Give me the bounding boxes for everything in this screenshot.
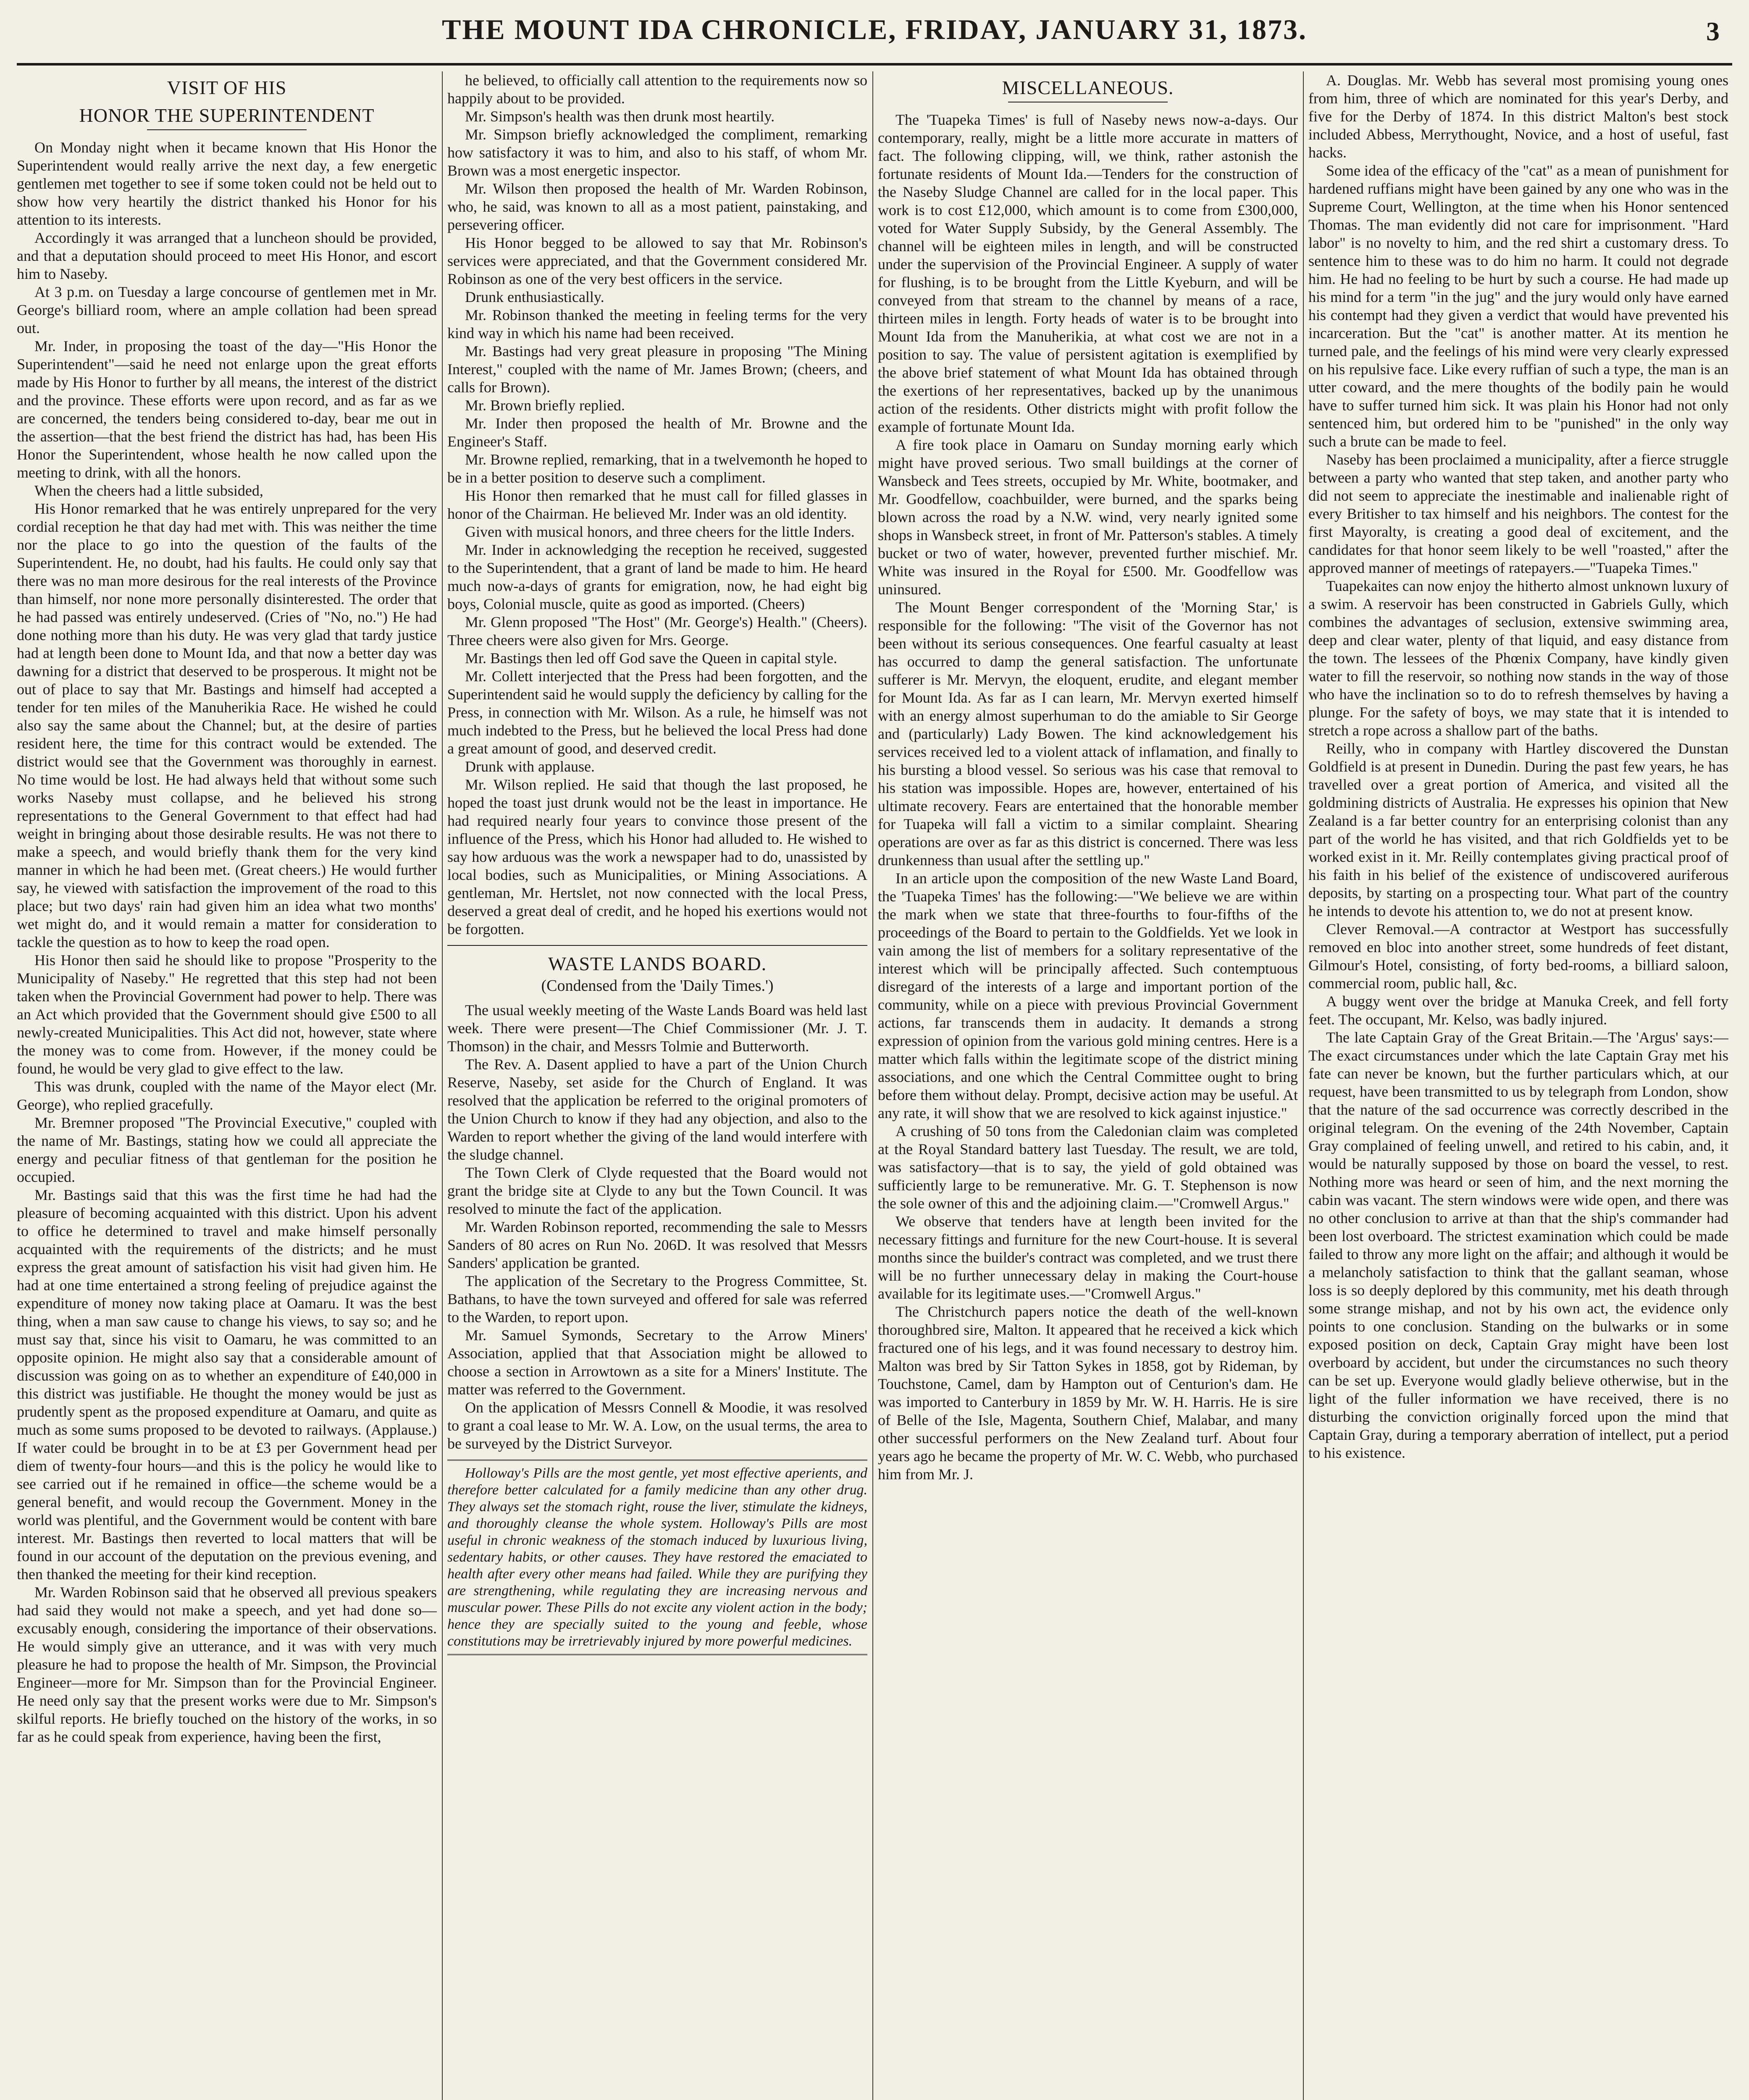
- paragraph: Mr. Wilson then proposed the health of Mr. Warden Robinson, who, he said, was known to all as a most patient, painstaking, and persevering officer.: [447, 180, 867, 233]
- article-body-visit-continued: [447, 71, 867, 938]
- paragraph: His Honor remarked that he was entirely unprepared for the very cordial reception he that day had met with. This was neither the time nor the place to go into the question of the faults of the Superintendent. He, no doubt, had his faults. He could only say that there was no man more desirous for the real interests of the Province than himself, nor none more personally disinterested. The order that he had passed was entirely undeserved. (Cries of "No, no.") He had done nothing more than his duty. He was very glad that tardy justice had at length been done to Mount Ida, and that now a better day was dawning for a district that deserved to be prosperous. It might not be out of place to say that Mr. Bastings and himself had accepted a tender for ten miles of the Manuherikia Race. He wished he could also say the same about the Channel; but, at the desire of parties resident here, the time for this contract would be extended. The district would see that the Government was thoroughly in earnest. No time would be lost. He had always held that without some such works Naseby must collapse, and he believed his strong representations to the General Government to that effect had had weight in bringing about those desirable results. He was not there to make a speech, and would briefly thank them for the very kind manner in which he had been met. (Great cheers.) He would further say, he viewed with satisfaction the improvement of the road to this place; but two days' rain had given him an idea what two months' wet might do, and it would remain a matter for consideration to tackle the question as to how to keep the road open.: [17, 500, 437, 950]
- article-heading-waste-lands: WASTE LANDS BOARD.: [548, 953, 767, 974]
- paragraph: Mr. Inder in acknowledging the reception he received, suggested to the Superintendent, that a grant of land be made to him. He heard much now-a-days of grants for emigration, now, he had eight big boys, Colonial muscle, quite as good as imported. (Cheers): [447, 541, 867, 612]
- page-number: 3: [1706, 16, 1720, 46]
- paragraph: Mr. Bastings then led off God save the Queen in capital style.: [465, 650, 838, 667]
- paragraph: Given with musical honors, and three cheers for the little Inders.: [465, 523, 855, 540]
- column-1: [17, 71, 437, 2100]
- column-2: [447, 71, 867, 2100]
- paragraph: Drunk with applause.: [465, 758, 595, 775]
- article-body-waste-lands: [447, 1001, 867, 1453]
- paragraph: We observe that tenders have at length been invited for the necessary fittings and furniture for the new Court-house. It is several months since the builder's contract was completed, and we trust there will be no further unnecessary delay in making the Court-house available for its legitimate uses.—"Cromwell Argus.": [878, 1213, 1298, 1302]
- paragraph: Drunk enthusiastically.: [465, 289, 604, 305]
- paragraph: Mr. Brown briefly replied.: [465, 397, 625, 414]
- paragraph: Mr. Inder then proposed the health of Mr. Browne and the Engineer's Staff.: [447, 415, 867, 450]
- heading-rule: [147, 129, 307, 130]
- paragraph: Mr. Browne replied, remarking, that in a twelvemonth he hoped to be in a better position to deserve such a compliment.: [447, 451, 867, 486]
- paragraph: This was drunk, coupled with the name of the Mayor elect (Mr. George), who replied gracefully.: [17, 1078, 437, 1113]
- section-rule: [447, 945, 867, 946]
- paragraph: The 'Tuapeka Times' is full of Naseby news now-a-days. Our contemporary, really, might be a little more accurate in matters of fact. The following clipping, will, we think, rather astonish the fortunate residents of Mount Ida.—Tenders for the construction of the Naseby Sludge Channel are called for in the local paper. This work is to cost £12,000, which amount is to come from £300,000, voted for Water Supply Subsidy, by the General Assembly. The channel will be eighteen miles in length, and will be constructed under the supervision of the Provincial Engineer. A supply of water for flushing, is to be brought from the Little Kyeburn, and will be conveyed from that stream to the channel by means of a race, thirteen miles in length. Forty heads of water is to be brought into Mount Ida from the Manuherikia, at what cost we are not in a position to say. The value of persistent agitation is exemplified by the above brief statement of what Mount Ida has obtained through the exertions of her representatives, backed up by the unanimous action of the residents. Other districts might with profit follow the example of fortunate Mount Ida.: [878, 111, 1298, 435]
- column-divider: [872, 71, 873, 2100]
- paragraph: Mr. Warden Robinson reported, recommending the sale to Messrs Sanders of 80 acres on Run No. 206D. It was resolved that Messrs Sanders' application be granted.: [447, 1218, 867, 1271]
- paragraph: A. Douglas. Mr. Webb has several most promising young ones from him, three of which are nominated for this year's Derby, and five for the Derby of 1874. In this district Malton's best stock included Abbess, Merrythought, Novice, and a host of useful, fast hacks.: [1308, 72, 1728, 161]
- article-body-visit: [17, 139, 437, 1746]
- paragraph: Mr. Robinson thanked the meeting in feeling terms for the very kind way in which his name had been received.: [447, 307, 867, 341]
- paragraph: When the cheers had a little subsided,: [34, 482, 263, 499]
- article-heading-superintendent: HONOR THE SUPERINTENDENT: [79, 105, 375, 126]
- paragraph: Mr. Bastings said that this was the first time he had had the pleasure of becoming acquainted with this district. Upon his advent to office he determined to travel and make himself personally acquainted with the requirements of the districts; and he must express the great amount of satisfaction his visit had given him. He had at one time entertained a strong feeling of prejudice against the expenditure of money now taking place at Oamaru. It was the best thing, when a man saw cause to change his views, to say so; and he must say that, since his visit to Oamaru, he was committed to an opposite opinion. He might also say that a considerable amount of discussion was going on as to whether an expenditure of £40,000 in this district was justifiable. He thought the money would be just as prudently spent as the proposed expenditure at Oamaru, and quite as much as some sums proposed to be devoted to railways. (Applause.) If water could be brought in to be at £3 per Government head per diem of twenty-four hours—and this is the policy he would like to see carried out if he remained in office—the scheme would be a general benefit, and would recoup the Government. Money in the world was plentiful, and the Government would be content with bare interest. Mr. Bastings then reverted to local matters that will be found in our account of the deputation on the previous evening, and then thanked the meeting for their kind reception.: [17, 1186, 437, 1583]
- paragraph: The Rev. A. Dasent applied to have a part of the Union Church Reserve, Naseby, set aside for the Church of England. It was resolved that the application be referred to the original promoters of the Union Church to know if they had any objection, and also to the Warden to report whether the giving of the land would interfere with the sludge channel.: [447, 1056, 867, 1163]
- paragraph: The Mount Benger correspondent of the 'Morning Star,' is responsible for the following: "The visit of the Governor has not been without its serious consequences. One fearful casualty at least has occurred to damp the general satisfaction. The unfortunate sufferer is Mr. Mervyn, the eloquent, erudite, and elegant member for Mount Ida. As far as I can learn, Mr. Mervyn exerted himself with an energy almost superhuman to do the amiable to Sir George and (particularly) Lady Bowen. The kind acknowledgement his services received led to a violent attack of inflamation, and finally to his bursting a blood vessel. So serious was his case that removal to his station was impossible. Hopes are, however, entertained of his ultimate recovery. Fears are entertained that the honorable member for Tuapeka will fall a victim to a similar complaint. Shearing operations are over as far as this district is concerned. There was less drunkenness than usual after the settling up.": [878, 599, 1298, 869]
- paragraph: Mr. Simpson's health was then drunk most heartily.: [465, 108, 775, 125]
- column-3: [878, 71, 1298, 2100]
- paragraph: Clever Removal.—A contractor at Westport has successfully removed en bloc into another street, some hundreds of feet distant, Gilmour's Hotel, consisting, of forty bed-rooms, a billiard saloon, commercial room, public hall, &c.: [1308, 921, 1728, 992]
- paragraph: The application of the Secretary to the Progress Committee, St. Bathans, to have the town surveyed and offered for sale was referred to the Warden, to report upon.: [447, 1273, 867, 1326]
- paragraph: Naseby has been proclaimed a municipality, after a fierce struggle between a party who wanted that step taken, and another party who did not seem to appreciate the inestimable and inalienable right of every Britisher to tax himself and his neighbors. The contest for the first Mayoralty, is creating a good deal of excitement, and the candidates for that honor seem likely to be well "roasted," after the approved manner of meetings of ratepayers.—"Tuapeka Times.": [1308, 451, 1728, 576]
- paragraph: The late Captain Gray of the Great Britain.—The 'Argus' says:—The exact circumstances under which the late Captain Gray met his fate can never be known, but the further particulars which, at our request, have been transmitted to us by telegraph from London, show that the nature of the sad occurrence was correctly described in the original telegram. On the evening of the 24th November, Captain Gray complained of feeling unwell, and retired to his cabin, and, it would be naturally supposed by those on board the vessel, to rest. Nothing more was heard or seen of him, and the next morning the cabin was vacant. The stern windows were wide open, and there was no other conclusion to arrive at than that the ship's commander had been lost overboard. The strictest examination which could be made failed to throw any more light on the affair; and although it would be a melancholy satisfaction to think that the gallant seaman, whose loss is so deeply deplored by this community, met his death through some strange mishap, and not by his own act, the evidence only points to one conclusion. Standing on the bulwarks or in some exposed position on deck, Captain Gray might have been lost overboard by accident, but under the circumstances no such theory can be set up. Everyone would gladly believe otherwise, but in the light of the fuller information we have received, there is no disturbing the conviction originally forced upon the mind that Captain Gray, during a temporary aberration of intellect, put a period to his existence.: [1308, 1029, 1728, 1461]
- paragraph: Mr. Bastings had very great pleasure in proposing "The Mining Interest," coupled with the name of Mr. James Brown; (cheers, and calls for Brown).: [447, 343, 867, 396]
- column-divider: [1303, 71, 1304, 2100]
- paragraph: His Honor then said he should like to propose "Prosperity to the Municipality of Naseby." He regretted that this step had not been taken when the Provincial Government had power to help. There was an Act which provided that the Government should give £500 to all newly-created Municipalities. This Act did not, however, state where the money was to come from. However, if the money could be found, he would be very glad to give effect to the law.: [17, 952, 437, 1077]
- paragraph: The Town Clerk of Clyde requested that the Board would not grant the bridge site at Clyde to any but the Town Council. It was resolved to minute the fact of the application.: [447, 1164, 867, 1217]
- paragraph: Reilly, who in company with Hartley discovered the Dunstan Goldfield is at present in Dunedin. During the past few years, he has travelled over a great portion of America, and visited all the goldmining districts of Australia. He expresses his opinion that New Zealand is a far better country for an enterprising colonist than any part of the world he has visited, and that rich Goldfields yet to be worked exist in it. Mr. Reilly contemplates giving practical proof of his faith in his belief of the existence of undiscovered auriferous deposits, by starting on a prospecting tour. What part of the country he intends to devote his attention to, we do not at present know.: [1308, 740, 1728, 919]
- paragraph: The usual weekly meeting of the Waste Lands Board was held last week. There were present—The Chief Commissioner (Mr. J. T. Thomson) in the chair, and Messrs Tolmie and Butterworth.: [447, 1002, 867, 1055]
- masthead: [17, 0, 1732, 59]
- article-heading-miscellaneous: MISCELLANEOUS.: [1002, 77, 1174, 98]
- masthead-rule: [17, 63, 1732, 66]
- paragraph: Accordingly it was arranged that a luncheon should be provided, and that a deputation should proceed to meet His Honor, and escort him to Naseby.: [17, 229, 437, 282]
- paragraph: he believed, to officially call attention to the requirements now so happily about to be provided.: [447, 72, 867, 107]
- paragraph: Mr. Simpson briefly acknowledged the compliment, remarking how satisfactory it was to him, and also to his staff, of whom Mr. Brown was a most energetic inspector.: [447, 126, 867, 179]
- paragraph: Mr. Wilson replied. He said that though the last proposed, he hoped the toast just drunk would not be the least in importance. He had required nearly four years to convince those present of the influence of the Press, which his Honor had alluded to. He wished to say how arduous was the work a newspaper had to do, unassisted by local bodies, such as Municipalities, or Mining Associations. A gentleman, Mr. Hertslet, not now connected with the local Press, deserved a great deal of credit, and he hoped his exertions would not be forgotten.: [447, 776, 867, 937]
- paragraph: A crushing of 50 tons from the Caledonian claim was completed at the Royal Standard battery last Tuesday. The result, we are told, was satisfactory—that is to say, the yield of gold obtained was sufficiently large to be remunerative. Mr. G. T. Stephenson is now the sole owner of this and the adjoining claim.—"Cromwell Argus.": [878, 1123, 1298, 1212]
- paragraph: In an article upon the composition of the new Waste Land Board, the 'Tuapeka Times' has the following:—"We believe we are within the mark when we state that three-fourths to four-fifths of the proceedings of the Board to pertain to the Goldfields. Yet we look in vain among the list of members for a solitary representative of the interest which will be principally affected. Such contemptuous disregard of the interests of a large and important portion of the community, while on a piece with previous Provincial Government actions, far transcends them in audacity. It demands a strong expression of opinion from the various gold mining centres. Here is a matter which falls within the legitimate scope of the district mining associations, and one which the Central Committee ought to bring before them without delay. Prompt, decisive action may be useful. At any rate, it will show that we are resolved to kick against injustice.": [878, 870, 1298, 1121]
- advertisement-holloways-pills: [447, 1460, 867, 1655]
- article-body-miscellaneous-continued: [1308, 71, 1728, 1462]
- paragraph: At 3 p.m. on Tuesday a large concourse of gentlemen met in Mr. George's billiard room, where an ample collation had been spread out.: [17, 284, 437, 336]
- paragraph: Some idea of the efficacy of the "cat" as a mean of punishment for hardened ruffians might have been gained by any one who was in the Supreme Court, Wellington, at the time when his Honor sentenced Thomas. The man evidently did not care for imprisonment. "Hard labor" is no novelty to him, and the red shirt a customary dress. To sentence him to these was to do him no harm. It could not degrade him. He had no feeling to be hurt by such a course. He had made up his mind for a term "in the jug" and the jury would only have earned his contempt had they given a verdict that would have prevented his incarceration. But the "cat" is another matter. At its mention he turned pale, and the feelings of his mind were very clearly expressed on his repulsive face. Like every ruffian of such a type, the man is an utter coward, and the mere thoughts of the bodily pain he would have to suffer turned him sick. It was plain his Honor had not only sentenced him, but ordered him to be "punished" in the only way such a brute can be made to feel.: [1308, 162, 1728, 450]
- paragraph: Mr. Samuel Symonds, Secretary to the Arrow Miners' Association, applied that that Association might be allowed to choose a section in Arrowtown as a site for a Miners' Institute. The matter was referred to the Government.: [447, 1327, 867, 1398]
- column-divider: [442, 71, 443, 2100]
- paragraph: Tuapekaites can now enjoy the hitherto almost unknown luxury of a swim. A reservoir has been constructed in Gabriels Gully, which combines the advantages of seclusion, extensive swimming area, deep and clear water, plenty of that liquid, and easy distance from the town. The lessees of the Phœnix Company, have kindly given water to fill the reservoir, so nothing now stands in the way of those who have the inclination so to do to refresh themselves by having a plunge. For the safety of boys, we may state that it is intended to stretch a rope across a shallow part of the baths.: [1308, 578, 1728, 739]
- paragraph: Mr. Bremner proposed "The Provincial Executive," coupled with the name of Mr. Bastings, stating how we could all appreciate the energy and peculiar fitness of that gentleman for the position he occupied.: [17, 1114, 437, 1185]
- column-4: [1308, 71, 1728, 2100]
- paragraph: On Monday night when it became known that His Honor the Superintendent would really arrive the next day, a few energetic gentlemen met together to see if some token could not be held out to show how very heartily the district thanked his Honor for his attention to its interests.: [17, 139, 437, 228]
- paragraph: A buggy went over the bridge at Manuka Creek, and fell forty feet. The occupant, Mr. Kelso, was badly injured.: [1308, 993, 1728, 1028]
- masthead-title: THE MOUNT IDA CHRONICLE, FRIDAY, JANUARY 31, 1873.: [441, 13, 1307, 45]
- paragraph: Mr. Inder, in proposing the toast of the day—"His Honor the Superintendent"—said he need not enlarge upon the great efforts made by His Honor to further by all means, the interest of the district and the province. These efforts were upon record, and as far as we are concerned, the tenders being considered to-day, bear me out in the assertion—that the best friend the district has had, has been His Honor the Superintendent, whose health he now called upon the meeting to drink, with all the honors.: [17, 338, 437, 481]
- paragraph: His Honor begged to be allowed to say that Mr. Robinson's services were appreciated, and that the Government considered Mr. Robinson as one of the very best officers in the service.: [447, 234, 867, 287]
- article-heading-visit: VISIT OF HIS: [167, 77, 287, 98]
- paragraph: A fire took place in Oamaru on Sunday morning early which might have proved serious. Two small buildings at the corner of Wansbeck and Tees streets, occupied by Mr. White, bootmaker, and Mr. Goodfellow, coachbuilder, were burned, and the sparks being blown across the road by a N.W. wind, very nearly ignited some shops in Wansbeck street, in front of Mr. Patterson's stables. A timely bucket or two of water, however, prevented further mischief. Mr. White was insured in the Royal for £500. Mr. Goodfellow was uninsured.: [878, 436, 1298, 598]
- paragraph: On the application of Messrs Connell & Moodie, it was resolved to grant a coal lease to Mr. W. A. Low, on the usual terms, the area to be surveyed by the District Surveyor.: [447, 1399, 867, 1452]
- paragraph: Mr. Warden Robinson said that he observed all previous speakers had said they would not make a speech, and yet had done so—excusably enough, considering the importance of their observations. He would simply give an utterance, and it was with very much pleasure he had to propose the health of Mr. Simpson, the Provincial Engineer—more for Mr. Simpson than for the Provincial Engineer. He need only say that the present works were due to Mr. Simpson's skilful reports. He briefly touched on the history of the works, in so far as he could speak from experience, having been the first,: [17, 1584, 437, 1745]
- article-subheading-waste-lands: (Condensed from the 'Daily Times.'): [541, 977, 774, 995]
- paragraph: The Christchurch papers notice the death of the well-known thoroughbred sire, Malton. It appeared that he received a kick which fractured one of his legs, and it was found necessary to destroy him. Malton was bred by Sir Tatton Sykes in 1858, got by Rideman, by Touchstone, Camel, dam by Hampton out of Centurion's dam. He was imported to Canterbury in 1859 by Mr. W. H. Harris. He is sire of Belle of the Isle, Magenta, Southern Chief, Malabar, and many other successful performers on the New Zealand turf. About four years ago he became the property of Mr. W. C. Webb, who purchased him from Mr. J.: [878, 1303, 1298, 1483]
- article-body-miscellaneous: [878, 111, 1298, 1483]
- paragraph: Mr. Glenn proposed "The Host" (Mr. George's) Health." (Cheers). Three cheers were also given for Mrs. George.: [447, 614, 867, 648]
- advertisement-text: Holloway's Pills are the most gentle, yet most effective aperients, and therefore better calculated for a family medicine than any other drug. They always set the stomach right, rouse the liver, stimulate the kidneys, and thoroughly cleanse the whole system. Holloway's Pills are most useful in chronic weakness of the stomach induced by luxurious living, sedentary habits, or other causes. They have restored the emaciated to health after every other means had failed. While they are purifying they are strengthening, while regulating they are increasing nervous and muscular power. These Pills do not excite any violent action in the body; hence they are specially suited to the young and feeble, whose constitutions may be irretrievably injured by more powerful medicines.: [447, 1465, 867, 1649]
- paragraph: His Honor then remarked that he must call for filled glasses in honor of the Chairman. He believed Mr. Inder was an old identity.: [447, 487, 867, 522]
- paragraph: Mr. Collett interjected that the Press had been forgotten, and the Superintendent said he would supply the deficiency by calling for the Press, in connection with Mr. Wilson. As a rule, he himself was not much indebted to the Press, but he believed the local Press had done a great amount of good, and deserved credit.: [447, 668, 867, 757]
